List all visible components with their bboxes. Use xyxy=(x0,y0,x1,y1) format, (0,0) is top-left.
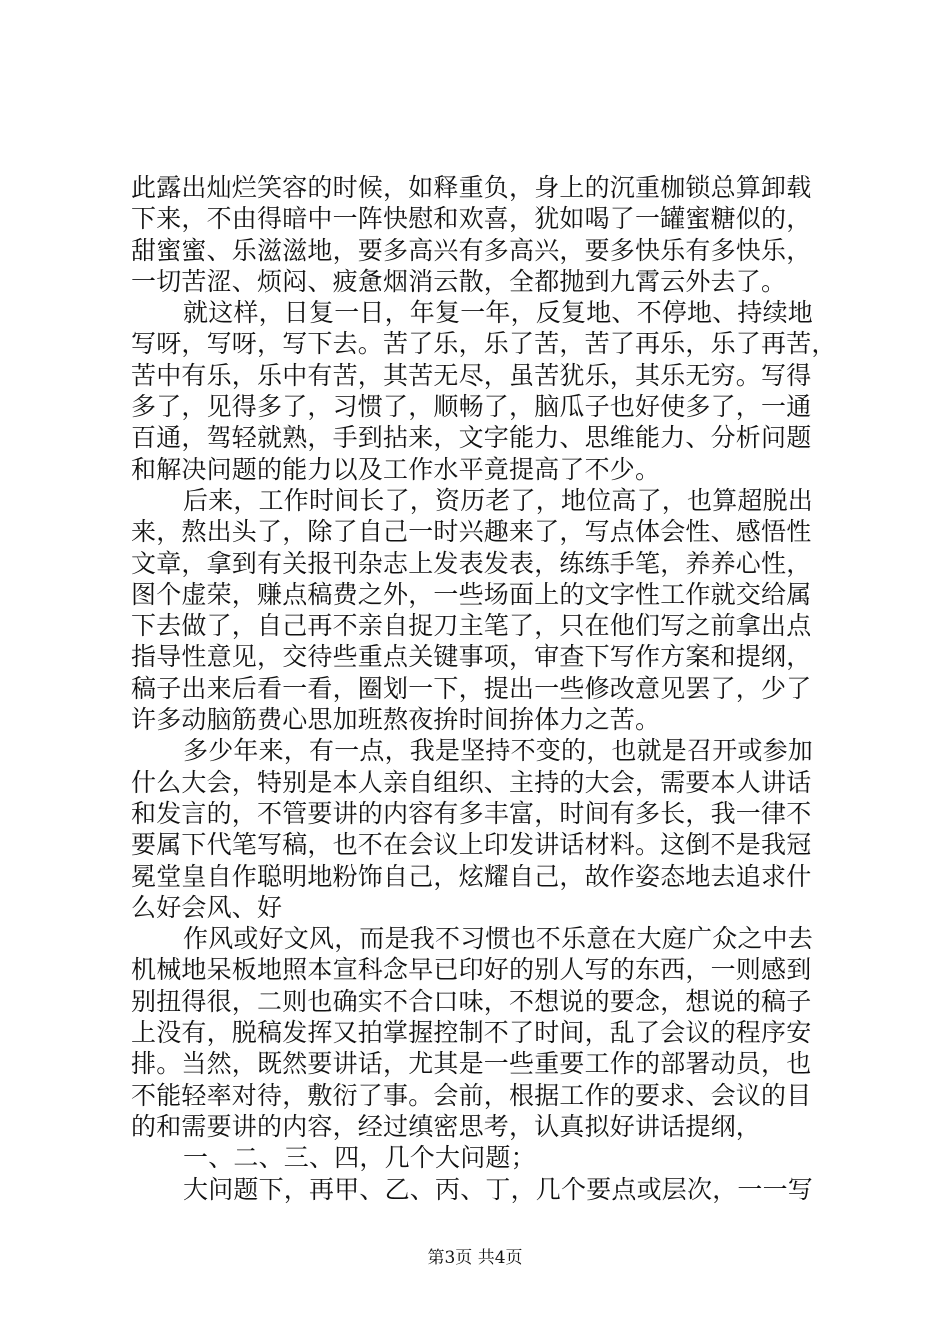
text-line: 写呀，写呀，写下去。苦了乐，乐了苦，苦了再乐，乐了再苦， xyxy=(131,329,837,359)
text-line: 下去做了，自己再不亲自捉刀主笔了，只在他们写之前拿出点 xyxy=(131,611,812,641)
paragraph-5 xyxy=(131,923,831,1142)
text-line: 下来，不由得暗中一阵快慰和欢喜，犹如喝了一罐蜜糖似的， xyxy=(131,204,812,234)
text-line: 别扭得很，二则也确实不合口味，不想说的要念，想说的稿子 xyxy=(131,986,812,1016)
text-line: 甜蜜蜜、乐滋滋地，要多高兴有多高兴，要多快乐有多快乐， xyxy=(131,235,812,265)
text-line: 的和需要讲的内容，经过缜密思考，认真拟好讲话提纲， xyxy=(131,1111,762,1141)
text-line: 多少年来，有一点，我是坚持不变的，也就是召开或参加 xyxy=(183,736,814,766)
text-line: 冕堂皇自作聪明地粉饰自己，炫耀自己，故作姿态地去追求什 xyxy=(131,861,812,891)
text-line: 就这样，日复一日，年复一年，反复地、不停地、持续地 xyxy=(183,298,814,328)
text-line: 指导性意见，交待些重点关键事项，审查下写作方案和提纲， xyxy=(131,642,812,672)
text-line: 和发言的，不管要讲的内容有多丰富，时间有多长，我一律不 xyxy=(131,798,812,828)
text-line: 上没有，脱稿发挥又拍掌握控制不了时间，乱了会议的程序安 xyxy=(131,1018,812,1048)
text-line: 么好会风、好 xyxy=(131,892,283,922)
paragraph-2 xyxy=(131,297,837,485)
body-text xyxy=(131,172,837,1205)
text-line: 排。当然，既然要讲话，尤其是一些重要工作的部署动员，也 xyxy=(131,1049,812,1079)
paragraph-4 xyxy=(131,735,831,923)
text-line: 大问题下，再甲、乙、丙、丁，几个要点或层次，一一写 xyxy=(183,1174,814,1204)
text-line: 稿子出来后看一看，圈划一下，提出一些修改意见罢了，少了 xyxy=(131,673,812,703)
page-number-footer: 第3页 共4页 xyxy=(427,1248,523,1268)
text-line: 百通，驾轻就熟，手到拈来，文字能力、思维能力、分析问题 xyxy=(131,423,812,453)
text-line: 来，熬出头了，除了自己一时兴趣来了，写点体会性、感悟性 xyxy=(131,517,812,547)
paragraph-6 xyxy=(131,1142,831,1173)
text-line: 机械地呆板地照本宣科念早已印好的别人写的东西，一则感到 xyxy=(131,955,812,985)
text-line: 许多动脑筋费心思加班熬夜拚时间拚体力之苦。 xyxy=(131,705,661,735)
text-line: 什么大会，特别是本人亲自组织、主持的大会，需要本人讲话 xyxy=(131,767,812,797)
text-line: 作风或好文风，而是我不习惯也不乐意在大庭广众之中去 xyxy=(183,924,814,954)
text-line: 苦中有乐，乐中有苦，其苦无尽，虽苦犹乐，其乐无穷。写得 xyxy=(131,360,812,390)
text-line: 一切苦涩、烦闷、疲惫烟消云散，全都抛到九霄云外去了。 xyxy=(131,266,787,296)
text-line: 此露出灿烂笑容的时候，如释重负，身上的沉重枷锁总算卸载 xyxy=(131,173,812,202)
text-line: 一、二、三、四，几个大问题； xyxy=(183,1143,536,1173)
text-line: 要属下代笔写稿，也不在会议上印发讲话材料。这倒不是我冠 xyxy=(131,830,812,860)
text-line: 文章，拿到有关报刊杂志上发表发表，练练手笔，养养心性， xyxy=(131,548,812,578)
paragraph-7 xyxy=(131,1174,831,1205)
text-line: 图个虚荣，赚点稿费之外，一些场面上的文字性工作就交给属 xyxy=(131,579,812,609)
text-line: 多了，见得多了，习惯了，顺畅了，脑瓜子也好使多了，一通 xyxy=(131,392,812,422)
paragraph-3 xyxy=(131,485,831,735)
text-line: 后来，工作时间长了，资历老了，地位高了，也算超脱出 xyxy=(183,485,814,515)
text-line: 不能轻率对待，敷衍了事。会前，根据工作的要求、会议的目 xyxy=(131,1080,812,1110)
paragraph-1 xyxy=(131,172,831,297)
text-line: 和解决问题的能力以及工作水平竟提高了不少。 xyxy=(131,454,661,484)
